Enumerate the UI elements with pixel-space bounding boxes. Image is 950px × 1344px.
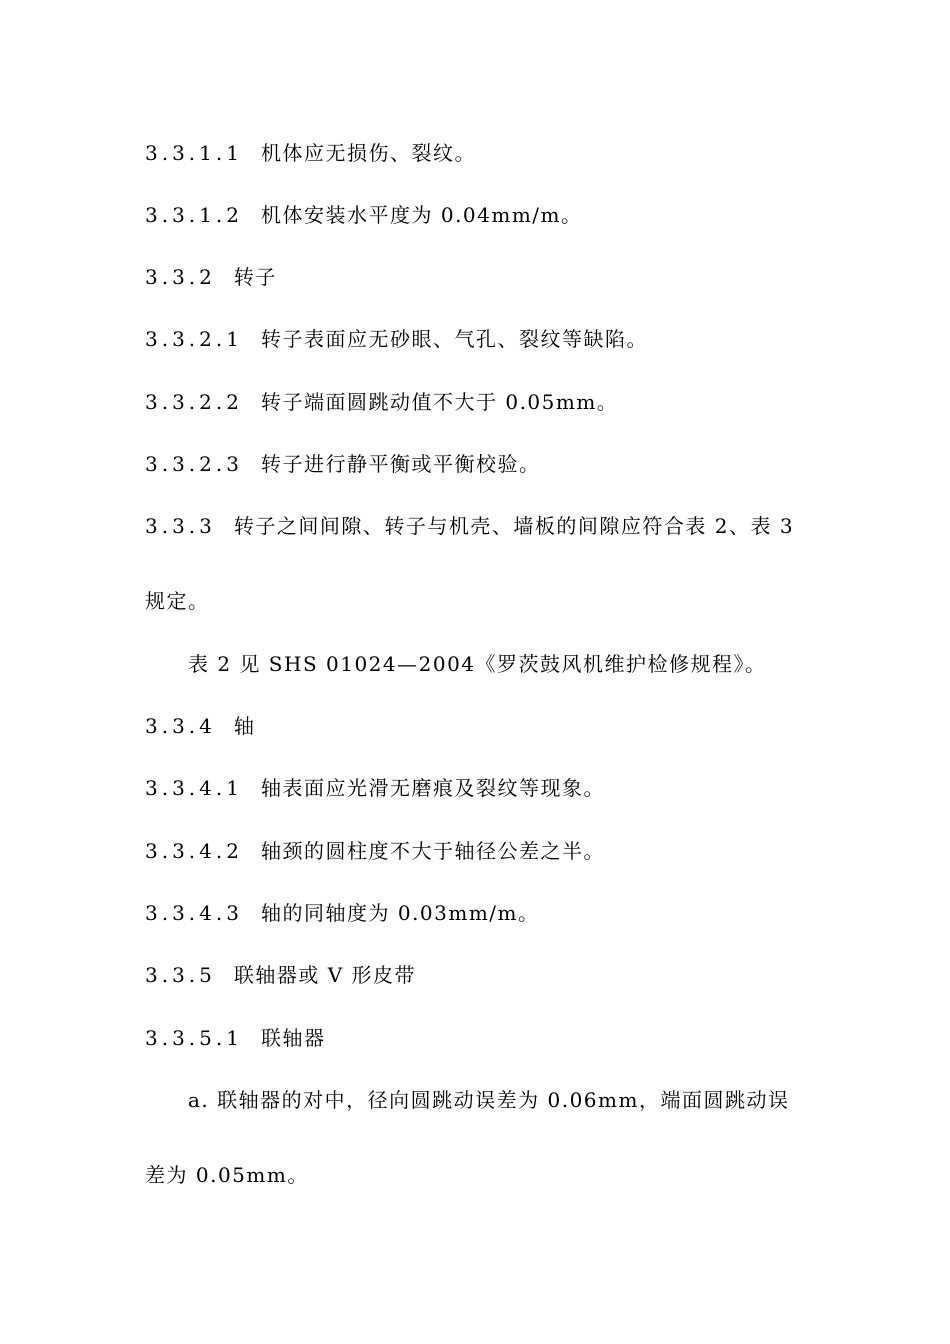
clause-number: 3.3.1.1	[145, 141, 243, 165]
clause-text: 机体应无损伤、裂纹。	[260, 141, 476, 165]
clause-text: 机体安装水平度为 0.04mm/m。	[260, 203, 583, 227]
clause-number: 3.3.2.3	[145, 452, 243, 476]
clause-number: 3.3.2.2	[145, 390, 243, 414]
item-a	[188, 1088, 789, 1112]
clause-text: 转子端面圆跳动值不大于 0.05mm。	[260, 390, 619, 414]
clause-text: 联轴器或 V 形皮带	[233, 963, 417, 987]
clause-number: 3.3.2.1	[145, 327, 243, 351]
clause-3-3-1-2	[145, 203, 583, 227]
clause-number: 3.3.4.2	[145, 839, 243, 863]
clause-text: 联轴器	[260, 1026, 326, 1050]
clause-text: 转子之间间隙、转子与机壳、墙板的间隙应符合表 2、表 3	[233, 514, 795, 538]
clause-text: a. 联轴器的对中，径向圆跳动误差为 0.06mm，端面圆跳动误	[188, 1088, 790, 1112]
clause-number: 3.3.5	[145, 963, 216, 987]
clause-number: 3.3.5.1	[145, 1026, 243, 1050]
clause-number: 3.3.1.2	[145, 203, 243, 227]
clause-text: 轴颈的圆柱度不大于轴径公差之半。	[260, 839, 605, 863]
clause-text: 转子进行静平衡或平衡校验。	[260, 452, 541, 476]
clause-number: 3.3.2	[145, 265, 216, 289]
clause-3-3-4-1	[145, 776, 605, 800]
clause-number: 3.3.4.3	[145, 901, 243, 925]
table-2-reference	[188, 652, 767, 676]
clause-number: 3.3.4	[145, 714, 216, 738]
clause-3-3-3	[145, 514, 794, 538]
clause-3-3-4-3	[145, 901, 540, 925]
clause-3-3-2-3	[145, 452, 540, 476]
item-a-continuation	[145, 1163, 309, 1187]
clause-text: 差为 0.05mm。	[145, 1163, 309, 1187]
section-3-3-4-heading	[145, 714, 255, 738]
clause-text: 轴表面应光滑无磨痕及裂纹等现象。	[260, 776, 605, 800]
section-3-3-5-heading	[145, 963, 416, 987]
clause-text: 轴	[233, 714, 256, 738]
clause-3-3-2-1	[145, 327, 648, 351]
clause-3-3-4-2	[145, 839, 605, 863]
clause-number: 3.3.3	[145, 514, 216, 538]
clause-text: 转子	[233, 265, 277, 289]
clause-3-3-2-2	[145, 390, 618, 414]
clause-3-3-3-continuation	[145, 589, 210, 613]
clause-text: 轴的同轴度为 0.03mm/m。	[260, 901, 540, 925]
clause-text: 转子表面应无砂眼、气孔、裂纹等缺陷。	[260, 327, 648, 351]
clause-text: 表 2 见 SHS 01024—2004《罗茨鼓风机维护检修规程》。	[188, 652, 767, 676]
section-3-3-2-heading	[145, 265, 277, 289]
clause-3-3-5-1	[145, 1026, 325, 1050]
clause-text: 规定。	[145, 589, 210, 613]
clause-3-3-1-1	[145, 141, 476, 165]
clause-number: 3.3.4.1	[145, 776, 243, 800]
